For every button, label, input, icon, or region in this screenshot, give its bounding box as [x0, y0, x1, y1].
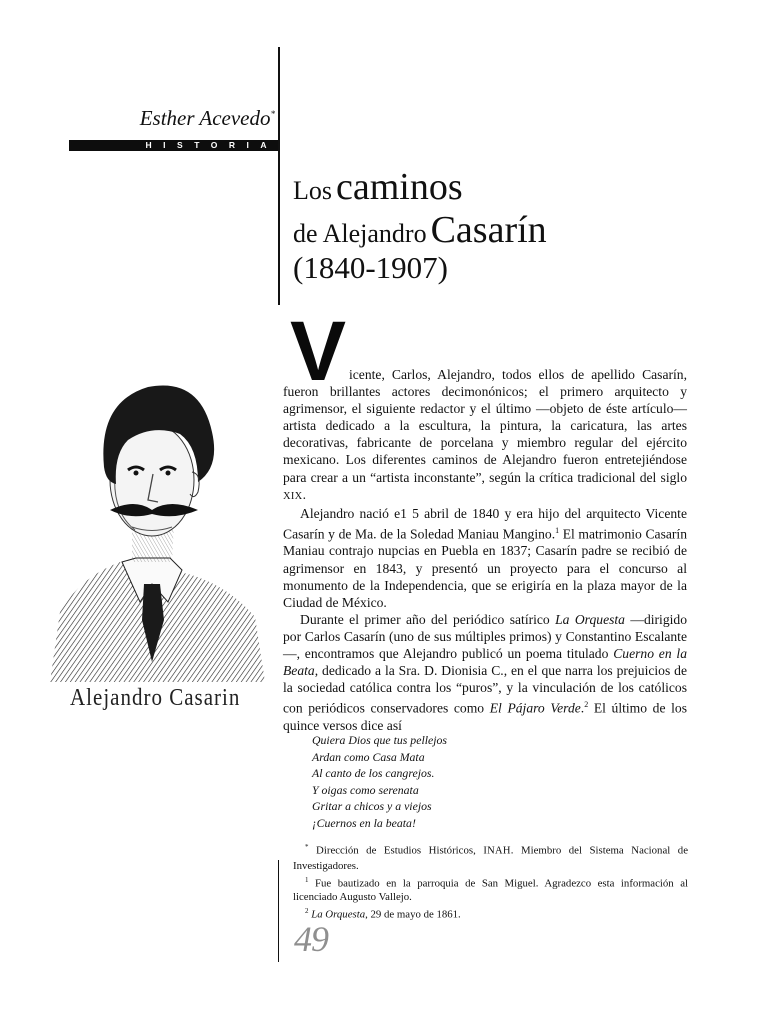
footnotes [293, 840, 688, 922]
article-title: Los caminos de Alejandro Casarín (1840-1907) [293, 166, 547, 286]
portrait-caption: Alejandro Casarin [70, 683, 241, 711]
footnote-2: $^2$ La Orquesta, 29 de mayo de 1861. [305, 907, 461, 921]
author-name: Esther Acevedo* [139, 106, 275, 130]
dropcap-letter: V [289, 312, 347, 382]
poem-line: Al canto de los cangrejos. [312, 766, 435, 780]
section-label: HISTORIA [69, 140, 278, 151]
vertical-rule-top [278, 47, 280, 305]
vertical-rule-bottom [278, 860, 279, 962]
poem-line: Ardan como Casa Mata [312, 749, 425, 764]
footnote-author: * Dirección de Estudios Históricos, INAH. Miembro del Sistema Nacional de Investigadores. [293, 843, 688, 872]
poem-line: Gritar a chicos y a viejos [312, 799, 432, 813]
paragraph-3: Durante el primer año del periódico satírico La Orquesta —dirigido por Carlos Casarín (uno de sus múltiples primos) y Constantino Escalante—, encontramos que Alejandro publicó un poema titulado Cuerno en la Beata, dedicado a la Sra. D. Dionisia C., en el que narra los prejuicios de la sociedad católica contra los “puros”, y la vinculación de los católicos con periódicos conservadores como El Pájaro Verde.$^2$ El último de los quince versos dice así [283, 611, 687, 733]
portrait-engraving [40, 362, 276, 682]
page-number: 49 [294, 919, 328, 959]
poem-excerpt [312, 732, 612, 831]
paragraph-2: Alejandro nació e1 5 abril de 1840 y era hijo del arquitecto Vicente Casarín y de Ma. de la Soledad Maniau Mangino.$^1$ El matrimonio Casarín Maniau contrajo nupcias en Puebla en 1837; Casarín padre se recibió de agrimensor en 1843, y presentó un proyecto para el concurso al monumento de la Independencia, que se erigiría en la plaza mayor de la Ciudad de México. [283, 505, 687, 610]
poem-line: Quiera Dios que tus pellejos [312, 733, 447, 747]
article-body [283, 366, 687, 734]
paragraph-1: icente, Carlos, Alejandro, todos ellos de apellido Casarín, fueron brillantes actores decimonónicos; el primero arquitecto y agrimensor, el siguiente redactor y el último —objeto de éste artículo— artista dedicado a la escultura, la pintura, la caricatura, las artes decorativas, fabricante de porcelana y miembro regular del ejército mexicano. Los diferentes caminos de Alejandro fueron entretejiéndose para crear a un “artista inconstante”, según la crítica tradicional del siglo XIX. [283, 367, 687, 502]
poem-line: Y oigas como serenata [312, 782, 419, 797]
poem-line: ¡Cuernos en la beata! [312, 815, 416, 830]
footnote-1: $^1$ Fue bautizado en la parroquia de San Miguel. Agradezco esta información al licenciado Augusto Vallejo. [293, 875, 688, 904]
